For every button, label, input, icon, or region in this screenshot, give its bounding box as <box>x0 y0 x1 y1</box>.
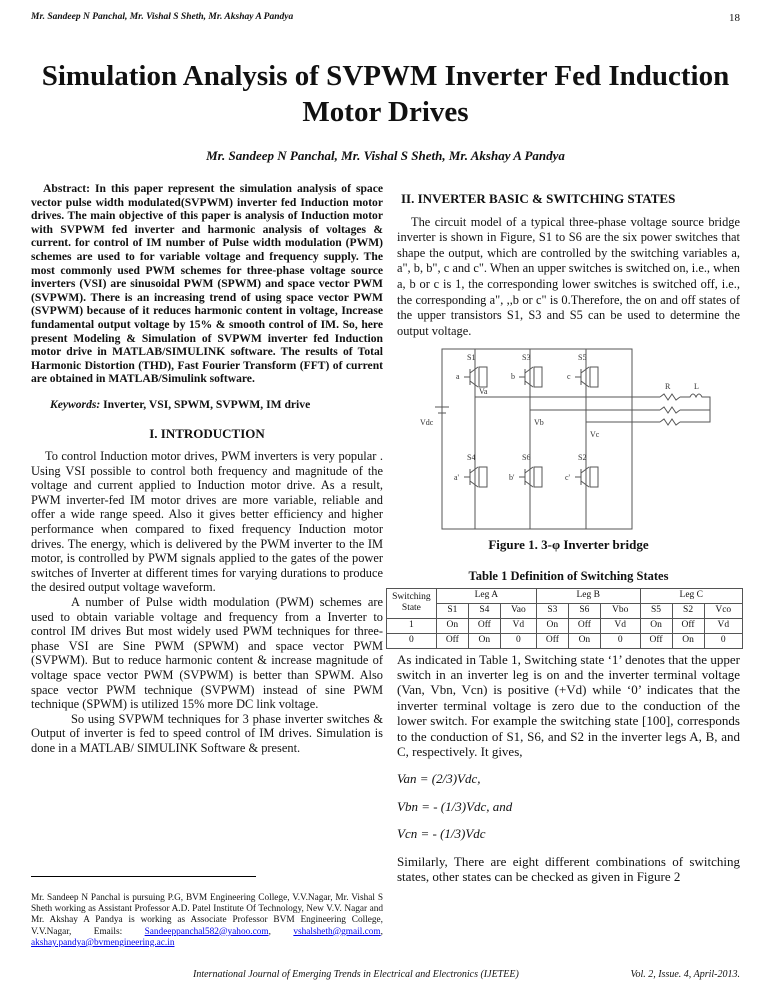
label-s2: S2 <box>578 453 587 463</box>
col-header: S3 <box>536 603 568 618</box>
cell: On <box>436 618 468 633</box>
header-leg-b: Leg B <box>536 588 640 603</box>
cell: Vd <box>500 618 536 633</box>
label-va: Va <box>479 387 488 397</box>
col-header: S4 <box>468 603 500 618</box>
cell: Vd <box>704 618 742 633</box>
cell: On <box>640 618 672 633</box>
footnote: Mr. Sandeep N Panchal is pursuing P.G, BVM Engineering College, V.V.Nagar, Mr. Vishal S Sheth working as Assistant Professor A.D. Patel Institute Of Technology, New V.V. Nagar and Mr. Akshay A Pandya is working as Associate Professor BVM Engineering College, V.V.Nagar, Emails: Sandeeppanchal582@yahoo.com, vshalsheth@gmail.com, akshay.pandya@bvmengineering.ac.in <box>31 892 383 948</box>
cell: 0 <box>600 633 640 648</box>
header-switching-state: Switching State <box>387 588 437 618</box>
label-vc: Vc <box>590 430 600 440</box>
paper-title: Simulation Analysis of SVPWM Inverter Fed Induction Motor Drives <box>41 60 730 128</box>
label-a-prime: a' <box>454 473 459 483</box>
cell: 0 <box>704 633 742 648</box>
header-leg-c: Leg C <box>640 588 742 603</box>
footer-journal: International Journal of Emerging Trends in Electrical and Electronics (IJETEE) <box>193 969 519 980</box>
switching-states-table <box>386 588 743 649</box>
section-2 <box>397 192 740 339</box>
equation-vcn: Vcn = - (1/3)Vdc <box>397 826 486 842</box>
intro-paragraph: So using SVPWM techniques for 3 phase inverter switches & Output of inverter is fed to speed control of IM drives. Simulation is done in a MATLAB/ SIMULINK Software & present. <box>31 711 383 755</box>
header-leg-a: Leg A <box>436 588 536 603</box>
footnote-text: Mr. Sandeep N Panchal is pursuing P.G, BVM Engineering College, V.V.Nagar, Mr. Vishal S Sheth working as Assistant Professor A.D. Patel Institute Of Technology, New V.V. Nagar and Mr. Akshay A Pandya is working as Associate Professor BVM Engineering College, V.V.Nagar, Emails: <box>31 892 383 937</box>
cell: Off <box>468 618 500 633</box>
keywords-text: Inverter, VSI, SPWM, SVPWM, IM drive <box>100 397 311 411</box>
table-row <box>387 633 743 648</box>
col-header: Vbo <box>600 603 640 618</box>
after-table-section <box>397 652 740 885</box>
table-caption: Table 1 Definition of Switching States <box>468 568 669 583</box>
introduction-section <box>31 427 383 756</box>
paper-authors: Mr. Sandeep N Panchal, Mr. Vishal S Sheth, Mr. Akshay A Pandya <box>206 148 565 163</box>
intro-heading: I. INTRODUCTION <box>149 425 265 441</box>
page-footer <box>31 969 740 980</box>
intro-paragraph: To control Induction motor drives, PWM inverters is very popular . Using VSI possible to control both frequency and magnitude of the voltage and current applied to Induction motor drive. As a result, PWM inverter-fed IM motor drives are more variable, reliable and offer a wide range speed. Also it gives better efficiency and higher performance when compared to fixed frequency Induction motor drives. The energy, which is delivered by the PWM inverter to the IM motor, is controlled by PWM signals applied to the gates of the power switches of Inverter at different times for varying durations to produce the desired output voltage waveform. <box>31 449 383 595</box>
cell: Off <box>436 633 468 648</box>
label-b: b <box>511 372 515 382</box>
label-s6: S6 <box>522 453 531 463</box>
footer-issue: Vol. 2, Issue. 4, April-2013. <box>630 969 740 980</box>
label-s5: S5 <box>578 353 587 363</box>
cell: On <box>568 633 600 648</box>
two-column-body <box>31 182 740 949</box>
email-link[interactable]: vshalsheth@gmail.com <box>293 926 381 937</box>
email-link[interactable]: akshay.pandya@bvmengineering.ac.in <box>31 937 175 948</box>
keywords-label: Keywords: <box>50 397 101 411</box>
cell-state: 0 <box>387 633 437 648</box>
page-number: 18 <box>729 12 740 24</box>
cell: On <box>536 618 568 633</box>
inverter-bridge-figure <box>420 347 720 532</box>
col-header: S1 <box>436 603 468 618</box>
footnote-area <box>31 852 383 949</box>
intro-paragraph: A number of Pulse width modulation (PWM) schemes are used to obtain variable voltage and frequency from a Inverter to control IM drives But most widely used PWM techniques for three-phase VSI are Sine PWM (SPWM) and space vector PWM (SVPWM). But to reduce harmonic content & increase magnitude of voltage space vector PWM (SVPWM) is better than SPWM. Also space vector PWM technique (SVPWM) instead of sine PWM technique (SPWM) is utilized 15% more DC link voltage. <box>31 595 383 712</box>
section-2-paragraph: The circuit model of a typical three-phase voltage source bridge inverter is shown in Figure, S1 to S6 are the six power switches that shape the output, which are controlled by the switching variables a, a", b, b", c and c". When an upper switches is switched on, i.e., when a, b or c is 1, the corresponding lower switches is switched off, i.e., the corresponding a", ,,b or c" is 0.Therefore, the on and off states of the upper transistors S1, S3 and S5 can be used to determine the output voltage. <box>397 214 740 338</box>
cell: Vd <box>600 618 640 633</box>
label-c: c <box>567 372 571 382</box>
cell: On <box>468 633 500 648</box>
col-header: S2 <box>672 603 704 618</box>
after-table-paragraph: As indicated in Table 1, Switching state ‘1’ denotes that the upper switch in an inverter leg is on and the inverter terminal voltage (Van, Vbn, Vcn) is positive (+Vd) while ‘0’ indicates that the inverter terminal voltage is zero due to the conduction of the lower switch. For example the switching state [100], corresponds to the conduction of S1, S6, and S2 in the inverter legs A, B, and C, respectively. It gives, <box>397 651 740 759</box>
closing-paragraph: Similarly, There are eight different combinations of switching states, other states can be checked as given in Figure 2 <box>397 853 740 884</box>
running-header-authors: Mr. Sandeep N Panchal, Mr. Vishal S Sheth, Mr. Akshay A Pandya <box>31 12 294 22</box>
left-column <box>31 182 383 949</box>
label-s4: S4 <box>467 453 476 463</box>
label-s3: S3 <box>522 353 531 363</box>
section-2-heading: II. INVERTER BASIC & SWITCHING STATES <box>401 191 676 206</box>
cell-state: 1 <box>387 618 437 633</box>
figure-caption: Figure 1. 3-φ Inverter bridge <box>488 537 649 553</box>
table-row <box>387 618 743 633</box>
col-header: S6 <box>568 603 600 618</box>
keywords <box>31 398 383 413</box>
col-header: S5 <box>640 603 672 618</box>
cell: 0 <box>500 633 536 648</box>
cell: On <box>672 633 704 648</box>
label-s1: S1 <box>467 353 476 363</box>
label-vdc: Vdc <box>420 418 434 428</box>
col-header: Vao <box>500 603 536 618</box>
equation-vbn: Vbn = - (1/3)Vdc, and <box>397 798 513 814</box>
label-vb: Vb <box>534 418 544 428</box>
label-a: a <box>456 372 460 382</box>
label-b-prime: b' <box>509 473 515 483</box>
label-l: L <box>694 382 699 392</box>
cell: Off <box>568 618 600 633</box>
label-c-prime: c' <box>565 473 570 483</box>
email-link[interactable]: Sandeeppanchal582@yahoo.com <box>144 926 269 937</box>
footnote-divider <box>31 876 256 877</box>
cell: Off <box>536 633 568 648</box>
cell: Off <box>672 618 704 633</box>
label-r: R <box>665 382 671 392</box>
cell: Off <box>640 633 672 648</box>
equation-van: Van = (2/3)Vdc, <box>397 771 481 787</box>
running-header <box>31 12 740 24</box>
right-column <box>392 191 740 949</box>
col-header: Vco <box>704 603 742 618</box>
abstract: Abstract: In this paper represent the simulation analysis of space vector pulse width modulated(SVPWM) inverter fed Induction motor drives. The main objective of this paper is analysis of Induction motor with SVPWM fed inverter and harmonic analysis of voltages & current. for control of IM number of Pulse width modulation (PWM) schemes are used to for variable voltage and frequency supply. The most commonly used PWM schemes for three-phase voltage source inverters (VSI) are sinusoidal PWM (SPWM) and space vector PWM (SVPWM). There is an increasing trend of using space vector PWM (SVPWM) because of it reduces harmonic content in voltage, Increase fundamental output voltage by 15% & smooth control of IM. So, here present Modeling & Simulation of SVPWM inverter fed Induction motor drive in MATLAB/SIMULINK software. The results of Total Harmonic Distortion (THD), Fast Fourier Transform (FFT) of current are obtained in MATLAB/Simulink software. <box>31 182 383 386</box>
